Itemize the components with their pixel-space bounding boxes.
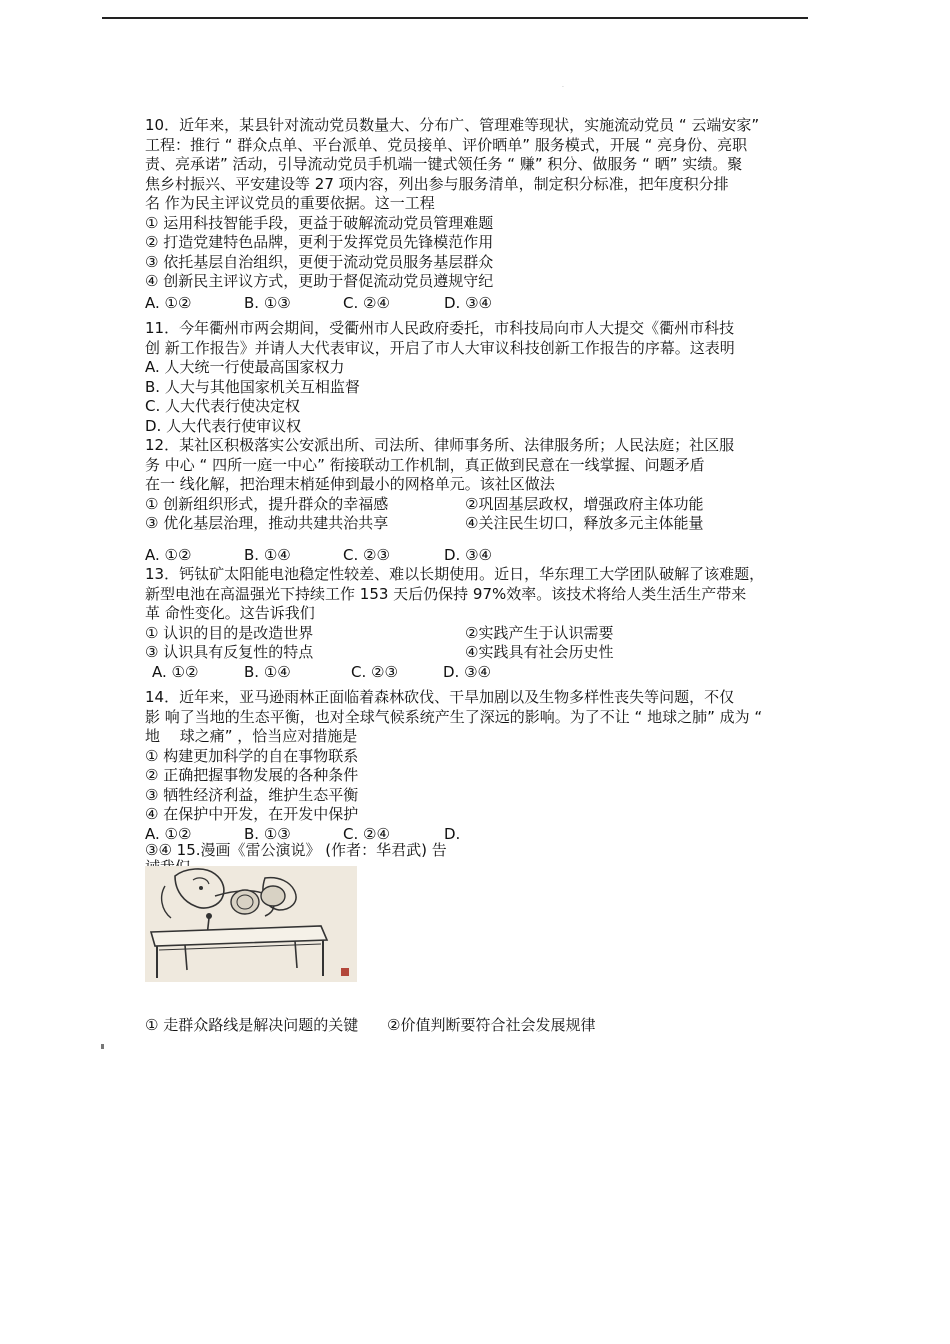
q14-item: ② 正确把握事物发展的各种条件 xyxy=(145,766,359,784)
q10-option-c: C. ②④ xyxy=(343,293,390,312)
q11-choice: C. 人大代表行使决定权 xyxy=(145,397,301,415)
q11-choice: D. 人大代表行使审议权 xyxy=(145,416,302,435)
q10-item: ① 运用科技智能手段，更益于破解流动党员管理难题 xyxy=(145,213,494,232)
q12-item-row xyxy=(145,514,805,534)
q12-line: 在一 线化解，把治理末梢延伸到最小的网格单元。该社区做法 xyxy=(145,475,555,493)
q10-line: 责、亮承诺” 活动，引导流动党员手机端一键式领任务 “ 赚” 积分、做服务 “ 晒” 实绩。聚 xyxy=(145,155,743,173)
cartoon-drawing xyxy=(145,866,357,982)
top-rule xyxy=(102,17,808,19)
question-14 xyxy=(145,688,805,844)
q13-option-a: A. ①② xyxy=(152,662,199,681)
q10-option-a: A. ①② xyxy=(145,293,192,312)
q10-line: 名 作为民主评议党员的重要依据。这一工程 xyxy=(145,194,435,212)
q10-item: ④ 创新民主评议方式，更助于督促流动党员遵规守纪 xyxy=(145,272,494,290)
q11-choice: B. 人大与其他国家机关互相监督 xyxy=(145,377,360,396)
q14-option-d: D. xyxy=(444,824,461,843)
q10-option-b: B. ①③ xyxy=(244,293,291,312)
q12-item: ① 创新组织形式，提升群众的幸福感 xyxy=(145,494,389,513)
cartoon-image xyxy=(145,866,357,982)
q14-line: 地 球之痛” ，恰当应对措施是 xyxy=(145,727,358,745)
q12-option-b: B. ①④ xyxy=(244,545,291,564)
q14-option-a: A. ①② xyxy=(145,824,192,843)
q12-option-c: C. ②③ xyxy=(343,545,390,564)
question-12 xyxy=(145,436,805,565)
q13-line: 13．钙钛矿太阳能电池稳定性较差、难以长期使用。近日，华东理工大学团队破解了该难题， xyxy=(145,565,765,583)
q10-line: 工程：推行 “ 群众点单、平台派单、党员接单、评价晒单” 服务模式，开展 “ 亮身份、亮职 xyxy=(145,135,748,154)
question-13 xyxy=(145,565,805,682)
q14-option-b: B. ①③ xyxy=(244,824,291,843)
q15-statement: ②价值判断要符合社会发展规律 xyxy=(387,1016,596,1034)
q14-option-c: C. ②④ xyxy=(343,824,390,843)
margin-mark xyxy=(101,1044,104,1049)
q10-line: 焦乡村振兴、平安建设等 27 项内容，列出参与服务清单，制定积分标准，把年度积分排 xyxy=(145,174,729,193)
q13-item: ②实践产生于认识需要 xyxy=(465,623,614,642)
q14-line: 14．近年来，亚马逊雨林正面临着森林砍伐、干旱加剧以及生物多样性丧失等问题，不仅 xyxy=(145,688,735,706)
q11-line: 创 新工作报告》并请人大代表审议，开启了市人大审议科技创新工作报告的序幕。这表明 xyxy=(145,338,735,357)
q12-option-a: A. ①② xyxy=(145,545,192,564)
q12-item: ④关注民生切口，释放多元主体能量 xyxy=(465,514,704,532)
q14-line: 影 响了当地的生态平衡，也对全球气候系统产生了深远的影响。为了不让 “ 地球之肺” 成为 “ xyxy=(145,707,763,726)
q10-options xyxy=(145,294,805,314)
q12-line: 务 中心 “ 四所一庭一中心” 衔接联动工作机制，真正做到民意在一线掌握、问题矛盾 xyxy=(145,455,705,474)
q14-item: ③ 牺牲经济利益，维护生态平衡 xyxy=(145,785,359,804)
q13-options xyxy=(145,663,805,683)
q13-item-row xyxy=(145,624,805,644)
page-dot: . xyxy=(562,82,564,89)
q13-item: ④实践具有社会历史性 xyxy=(465,643,614,661)
q12-item: ②巩固基层政权，增强政府主体功能 xyxy=(465,494,704,513)
q15-statement: ① 走群众路线是解决问题的关键 xyxy=(145,1016,359,1034)
q13-line: 革 命性变化。这告诉我们 xyxy=(145,604,315,622)
q13-line: 新型电池在高温强光下持续工作 153 天后仍保持 97%效率。该技术将给人类生活生产带来 xyxy=(145,584,747,603)
q15-statements xyxy=(145,1016,595,1036)
q10-item: ② 打造党建特色品牌，更利于发挥党员先锋模范作用 xyxy=(145,233,494,251)
q11-choice: A. 人大统一行使最高国家权力 xyxy=(145,358,345,376)
q13-item: ③ 认识具有反复性的特点 xyxy=(145,643,314,661)
q11-line: 11．今年衢州市两会期间，受衢州市人民政府委托，市科技局向市人大提交《衢州市科技 xyxy=(145,319,735,337)
q12-item-row xyxy=(145,495,805,515)
q10-option-d: D. ③④ xyxy=(444,293,492,312)
question-11 xyxy=(145,319,805,436)
q12-item: ③ 优化基层治理，推动共建共治共享 xyxy=(145,514,389,532)
question-10 xyxy=(145,116,805,313)
q10-item: ③ 依托基层自治组织，更便于流动党员服务基层群众 xyxy=(145,252,494,271)
q13-option-d: D. ③④ xyxy=(443,662,491,681)
q12-line: 12．某社区积极落实公安派出所、司法所、律师事务所、法律服务所；人民法庭；社区服 xyxy=(145,436,735,454)
exam-content xyxy=(145,116,805,877)
q13-option-b: B. ①④ xyxy=(244,662,291,681)
q12-options xyxy=(145,546,805,566)
q15-line: ③④ 15.漫画《雷公演说》 (作者：华君武) 告 xyxy=(145,841,447,859)
q14-item: ① 构建更加科学的自在事物联系 xyxy=(145,746,359,765)
q10-line: 10．近年来，某县针对流动党员数量大、分布广、管理难等现状，实施流动党员 “ 云端安家” xyxy=(145,116,760,134)
q14-item: ④ 在保护中开发，在开发中保护 xyxy=(145,805,359,823)
q13-item-row xyxy=(145,643,805,663)
q13-option-c: C. ②③ xyxy=(351,662,398,681)
q13-item: ① 认识的目的是改造世界 xyxy=(145,623,314,642)
q12-option-d: D. ③④ xyxy=(444,545,492,564)
